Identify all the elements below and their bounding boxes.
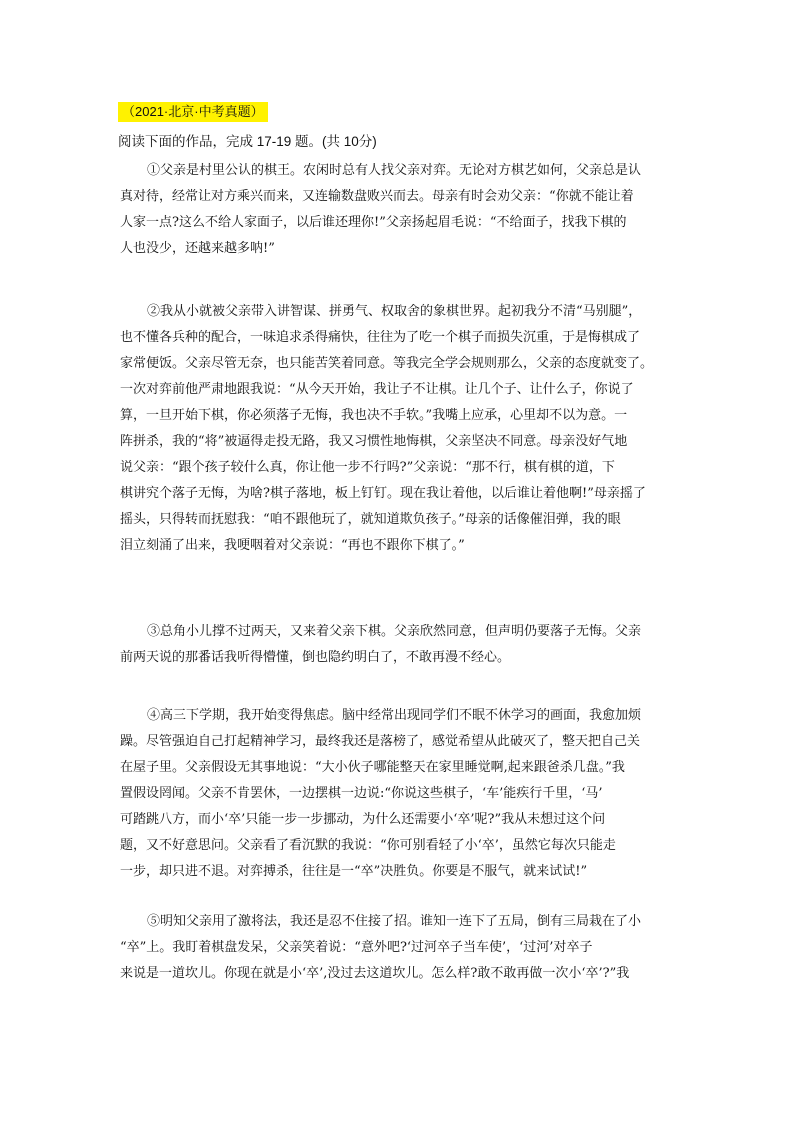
paragraph-4	[120, 703, 686, 885]
text-line: 来说是一道坎儿。你现在就是小‘卒’,没过去这道坎儿。怎么样?敢不敢再做一次小‘卒’?”我	[120, 966, 630, 981]
text-line: 泪立刻涌了出来，我哽咽着对父亲说：“再也不跟你下棋了。”	[120, 538, 465, 553]
text-line: 可踏跳八方，而小‘卒’只能一步一步挪动，为什么还需要小‘卒’呢?”我从未想过这个问	[120, 812, 606, 827]
text-line: 人家一点?这么不给人家面子，以后谁还理你!”父亲扬起眉毛说：“不给面子，找我下棋的	[120, 215, 627, 230]
question-intro: 阅读下面的作品，完成 17-19 题。(共 10分)	[118, 134, 377, 149]
text-line: 题，又不好意思问。父亲看了看沉默的我说：“你可别看轻了小‘卒’，虽然它每次只能走	[120, 838, 616, 853]
text-line: 一步，却只进不退。对弈搏杀，往往是一“卒”决胜负。你要是不服气，就来试试!”	[120, 864, 588, 879]
text-line: 摇头，只得转而抚慰我：“咱不跟他玩了，就知道欺负孩子。”母亲的话像催泪弹，我的眼	[120, 512, 621, 527]
paragraph-1	[120, 158, 686, 262]
text-line: 家常便饭。父亲尽管无奈，也只能苦笑着同意。等我完全学会规则那么，父亲的态度就变了。	[120, 356, 654, 371]
text-line: ②我从小就被父亲带入讲智谋、拼勇气、权取舍的象棋世界。起初我分不清“马别腿”，	[147, 304, 642, 319]
text-line: 棋讲究个落子无悔，为啥?棋子落地，板上钉钉。现在我让着他，以后谁让着他啊!”母亲摇了	[120, 486, 646, 501]
source-tag: （2021·北京·中考真题）	[118, 102, 268, 122]
paragraph-3	[120, 619, 686, 671]
text-line: ④高三下学期，我开始变得焦虑。脑中经常出现同学们不眠不休学习的画面，我愈加烦	[147, 708, 642, 723]
text-line: 阵拼杀，我的“将”被逼得走投无路，我又习惯性地悔棋，父亲坚决不同意。母亲没好气地	[120, 434, 628, 449]
text-line: 人也没少，还越来越多呐!”	[120, 241, 275, 256]
text-line: 说父亲：“跟个孩子较什么真，你让他一步不行吗?”父亲说：“那不行，棋有棋的道，下	[120, 460, 615, 475]
text-line: 躁。尽管强迫自己打起精神学习，最终我还是落榜了，感觉希望从此破灭了，整天把自己关	[120, 734, 641, 749]
text-line: 算，一旦开始下棋，你必须落子无悔，我也决不手软。”我嘴上应承，心里却不以为意。一	[120, 408, 628, 423]
text-line: “卒”上。我盯着棋盘发呆，父亲笑着说：“意外吧?‘过河卒子当车使’，‘过河’对卒子	[120, 940, 593, 955]
text-line: 置假设罔闻。父亲不肯罢休，一边摆棋一边说:“你说这些棋子，‘车’能疾行千里，‘马’	[120, 786, 603, 801]
text-line: ①父亲是村里公认的棋王。农闲时总有人找父亲对弈。无论对方棋艺如何，父亲总是认	[147, 163, 642, 178]
text-line: 一次对弈前他严肃地跟我说：“从今天开始，我让子不让棋。让几个子、让什么子，你说了	[120, 382, 634, 397]
paragraph-2	[120, 299, 686, 559]
text-line: 真对待，经常让对方乘兴而来，又连输数盘败兴而去。母亲有时会劝父亲：“你就不能让着	[120, 189, 634, 204]
text-line: ⑤明知父亲用了激将法，我还是忍不住接了招。谁知一连下了五局，倒有三局栽在了小	[147, 914, 642, 929]
paragraph-5	[120, 909, 686, 987]
text-line: ③总角小儿撑不过两天，又来着父亲下棋。父亲欣然同意，但声明仍要落子无悔。父亲	[147, 624, 642, 639]
text-line: 在屋子里。父亲假设无其事地说：“大小伙子哪能整天在家里睡觉啊,起来跟爸杀几盘。”我	[120, 760, 625, 775]
text-line: 也不懂各兵种的配合，一味追求杀得痛快，往往为了吃一个棋子而损失沉重，于是悔棋成了	[120, 330, 641, 345]
text-line: 前两天说的那番话我听得懵懂，倒也隐约明白了，不敢再漫不经心。	[120, 650, 511, 665]
